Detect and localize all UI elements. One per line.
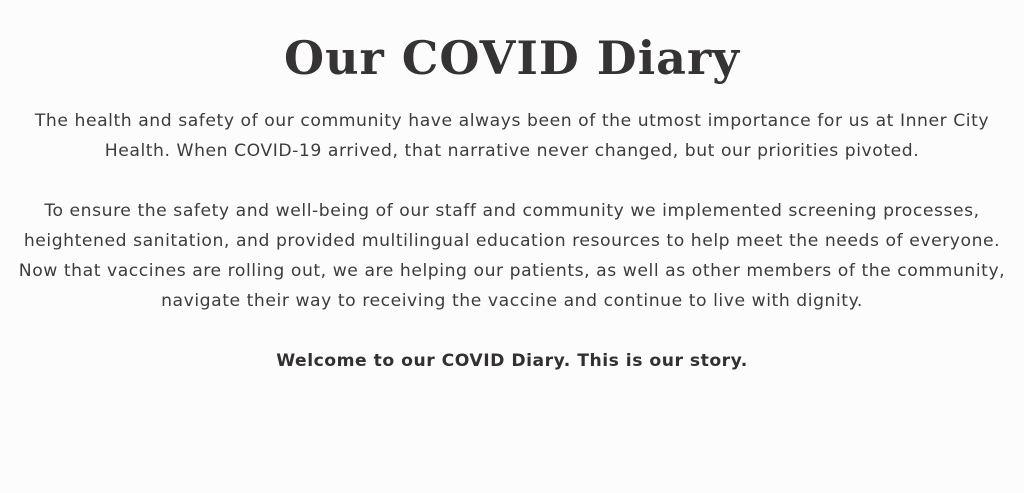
page-title: Our COVID Diary	[284, 31, 740, 85]
safety-paragraph: To ensure the safety and well-being of our staff and community we implemented screening processes, heightened sanitation, and provided multilingual education resources to help meet the needs of everyone. Now that vaccines are rolling out, we are helping our patients, as well as other members of the community, navigate their way to receiving the vaccine and continue to live with dignity.	[18, 201, 1006, 311]
intro-paragraph: The health and safety of our community have always been of the utmost importance for us at Inner City Health. When COVID-19 arrived, that narrative never changed, but our priorities pivoted.	[34, 111, 990, 161]
welcome-statement: Welcome to our COVID Diary. This is our story.	[276, 351, 748, 371]
